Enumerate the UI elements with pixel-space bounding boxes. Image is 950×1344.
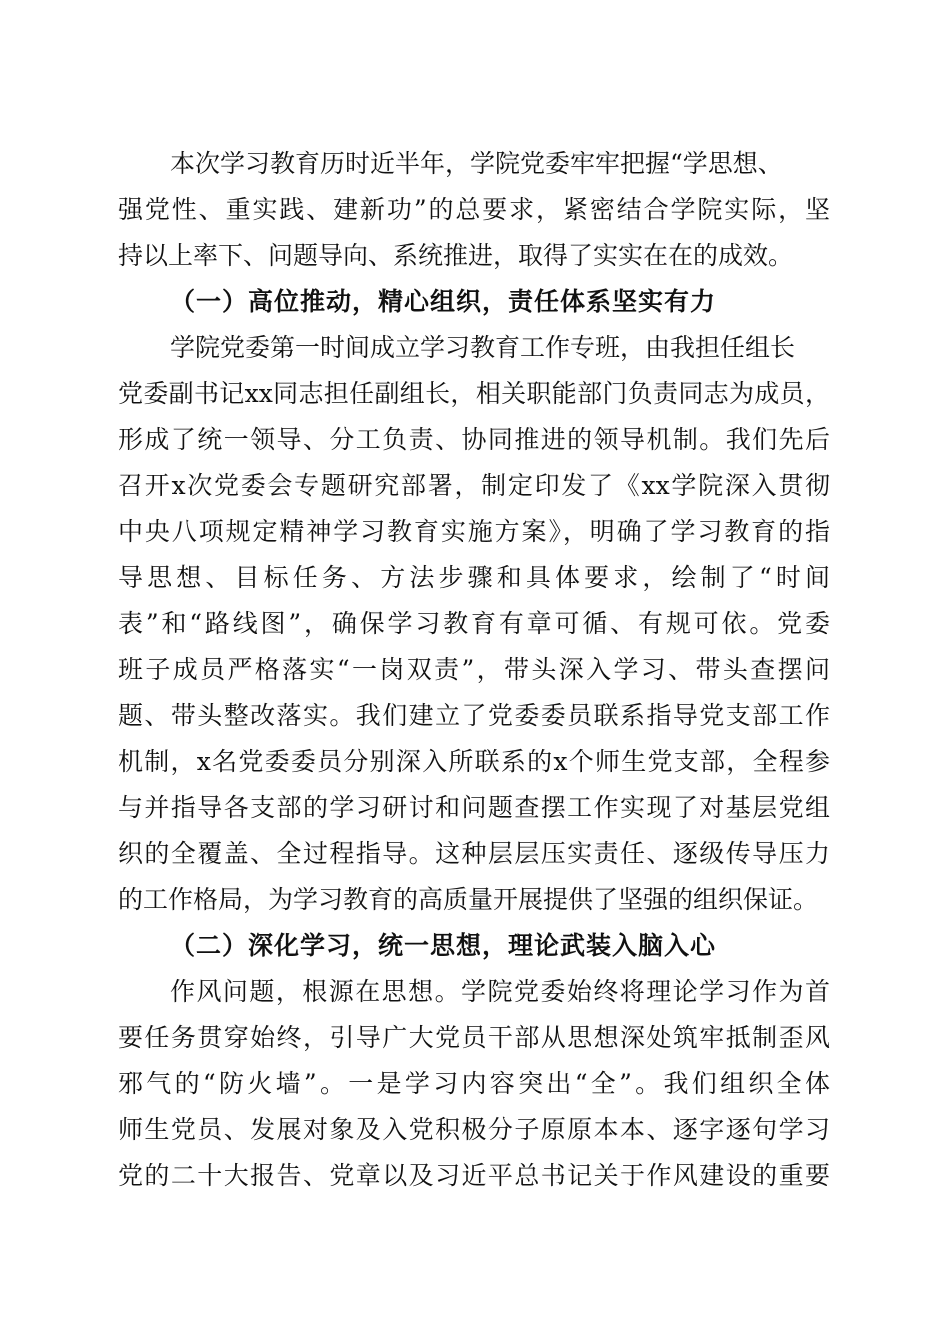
paragraph-3-line-4: 师生党员、发展对象及入党积极分子原原本本、逐字逐句学习 [118,1115,830,1144]
paragraph-2-line-3: 形成了统一领导、分工负责、协同推进的领导机制。我们先后 [118,425,830,454]
paragraph-1-line-2: 强党性、重实践、建新功”的总要求，紧密结合学院实际，坚 [118,195,830,224]
paragraph-2-line-5: 中央八项规定精神学习教育实施方案》，明确了学习教育的指 [118,517,830,546]
paragraph-2-line-8: 班子成员严格落实“一岗双责”，带头深入学习、带头查摆问 [118,655,830,684]
paragraph-2-line-11: 与并指导各支部的学习研讨和问题查摆工作实现了对基层党组 [118,793,830,822]
paragraph-3-line-5: 党的二十大报告、党章以及习近平总书记关于作风建设的重要 [118,1161,830,1190]
paragraph-2-line-10: 机制，x名党委委员分别深入所联系的x个师生党支部，全程参 [118,747,830,776]
paragraph-2-line-9: 题、带头整改落实。我们建立了党委委员联系指导党支部工作 [118,701,830,730]
paragraph-2-line-12: 织的全覆盖、全过程指导。这种层层压实责任、逐级传导压力 [118,839,830,868]
paragraph-2-line-2: 党委副书记xx同志担任副组长，相关职能部门负责同志为成员， [118,379,830,408]
paragraph-1-line-3: 持以上率下、问题导向、系统推进，取得了实实在在的成效。 [118,241,794,270]
paragraph-3-line-3: 邪气的“防火墙”。一是学习内容突出“全”。我们组织全体 [118,1069,830,1098]
paragraph-2-line-1: 学院党委第一时间成立学习教育工作专班，由我担任组长 [170,333,796,362]
paragraph-3-line-1: 作风问题，根源在思想。学院党委始终将理论学习作为首 [170,977,830,1006]
section-heading-1: （一）高位推动，精心组织，责任体系坚实有力 [170,287,717,316]
paragraph-2-line-7: 表”和“路线图”，确保学习教育有章可循、有规可依。党委 [118,609,830,638]
section-heading-2: （二）深化学习，统一思想，理论武装入脑入心 [170,931,717,960]
paragraph-3-line-2: 要任务贯穿始终，引导广大党员干部从思想深处筑牢抵制歪风 [118,1023,830,1052]
paragraph-2-line-6: 导思想、目标任务、方法步骤和具体要求，绘制了“时间 [118,563,830,592]
paragraph-2-line-13: 的工作格局，为学习教育的高质量开展提供了坚强的组织保证。 [118,885,819,914]
paragraph-1-line-1: 本次学习教育历时近半年，学院党委牢牢把握“学思想、 [170,149,783,178]
paragraph-2-line-4: 召开x次党委会专题研究部署，制定印发了《xx学院深入贯彻 [118,471,830,500]
